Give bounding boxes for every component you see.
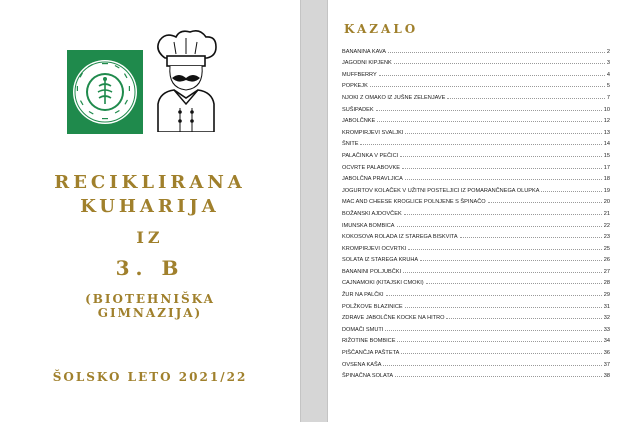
toc-entry-page: 22 bbox=[603, 222, 610, 229]
toc-dot-leader bbox=[397, 341, 601, 342]
toc-dot-leader bbox=[405, 133, 601, 134]
toc-entry-page: 19 bbox=[603, 187, 610, 194]
toc-dot-leader bbox=[383, 365, 601, 366]
toc-entry-title: JOGURTOV KOLAČEK V UŽITNI POSTELJICI IZ POMARANČNEGA OLUPKA bbox=[342, 187, 540, 194]
toc-dot-leader bbox=[446, 318, 601, 319]
toc-dot-leader bbox=[388, 52, 605, 53]
toc-entry-page: 33 bbox=[603, 326, 610, 333]
toc-entry[interactable] bbox=[342, 78, 610, 90]
toc-dot-leader bbox=[400, 156, 602, 157]
toc-entry-title: MAC AND CHEESE KROGLICE POLNJENE S ŠPINAČO bbox=[342, 199, 486, 206]
toc-entry-title: PIŠČANČJA PAŠTETA bbox=[342, 350, 400, 357]
toc-dot-leader bbox=[376, 110, 602, 111]
page-gutter bbox=[300, 0, 328, 422]
toc-entry[interactable] bbox=[342, 43, 610, 55]
toc-entry-page: 12 bbox=[603, 118, 610, 125]
toc-entry-page: 26 bbox=[603, 257, 610, 264]
toc-entry-title: KROMPIRJEVI OCVRTKI bbox=[342, 245, 407, 252]
cover-page bbox=[0, 0, 300, 422]
toc-dot-leader bbox=[386, 295, 602, 296]
toc-entry[interactable] bbox=[342, 89, 610, 101]
toc-entry-title: JABOLČNKE bbox=[342, 118, 376, 125]
toc-entry[interactable] bbox=[342, 275, 610, 287]
toc-entry-title: BANANINI POLJUBČKI bbox=[342, 268, 402, 275]
toc-dot-leader bbox=[397, 226, 602, 227]
toc-entry-page: 15 bbox=[603, 152, 610, 159]
toc-dot-leader bbox=[360, 144, 601, 145]
toc-dot-leader bbox=[403, 272, 602, 273]
toc-entry-page: 32 bbox=[603, 315, 610, 322]
school-seal-icon bbox=[71, 58, 139, 126]
toc-entry-page: 10 bbox=[603, 106, 610, 113]
subtitle-line-2: GIMNAZIJA) bbox=[97, 306, 203, 320]
toc-entry-page: 17 bbox=[603, 164, 610, 171]
toc-entry-page: 37 bbox=[603, 361, 610, 368]
toc-entry-page: 28 bbox=[603, 280, 610, 287]
toc-entry-title: KOKOSOVA ROLADA IZ STAREGA BISKVITA bbox=[342, 234, 458, 241]
toc-entry-page: 34 bbox=[603, 338, 610, 345]
toc-entry-title: POPKEJK bbox=[342, 83, 368, 90]
toc-entry[interactable] bbox=[342, 205, 610, 217]
toc-entry-page: 13 bbox=[603, 129, 610, 136]
toc-entry[interactable] bbox=[342, 310, 610, 322]
toc-dot-leader bbox=[404, 214, 602, 215]
toc-entry-page: 29 bbox=[603, 292, 610, 299]
subtitle-line-1: (BIOTEHNIŠKA bbox=[85, 292, 215, 306]
toc-entry[interactable] bbox=[342, 55, 610, 67]
toc-page bbox=[328, 0, 640, 422]
toc-entry-page: 7 bbox=[606, 94, 610, 101]
school-year: ŠOLSKO LETO 2021/22 bbox=[52, 370, 248, 384]
toc-dot-leader bbox=[379, 75, 605, 76]
toc-entry[interactable] bbox=[342, 286, 610, 298]
title-line-2: KUHARIJA bbox=[80, 196, 220, 217]
toc-dot-leader bbox=[405, 179, 602, 180]
toc-entry[interactable] bbox=[342, 240, 610, 252]
toc-entry-title: CAJNAMOKI (KITAJSKI CMOKI) bbox=[342, 280, 424, 287]
toc-entry[interactable] bbox=[342, 159, 610, 171]
toc-entry-title: NJOKI Z OMAKO IZ JUŠNE ZELENJAVE bbox=[342, 94, 446, 101]
toc-entry[interactable] bbox=[342, 136, 610, 148]
toc-heading: KAZALO bbox=[344, 22, 419, 36]
toc-entry-title: DOMAČI SMUTI bbox=[342, 326, 384, 333]
toc-dot-leader bbox=[394, 63, 605, 64]
toc-entry[interactable] bbox=[342, 147, 610, 159]
toc-dot-leader bbox=[395, 376, 602, 377]
school-logo bbox=[67, 50, 143, 134]
toc-entry-page: 20 bbox=[603, 199, 610, 206]
toc-dot-leader bbox=[420, 260, 602, 261]
toc-entry-title: PALAČINKA V PEČICI bbox=[342, 152, 399, 159]
toc-entry-page: 14 bbox=[603, 141, 610, 148]
toc-dot-leader bbox=[488, 202, 602, 203]
toc-dot-leader bbox=[447, 98, 604, 99]
toc-entry[interactable] bbox=[342, 113, 610, 125]
toc-entry[interactable] bbox=[342, 252, 610, 264]
toc-dot-leader bbox=[402, 168, 602, 169]
toc-dot-leader bbox=[460, 237, 602, 238]
toc-entry-page: 27 bbox=[603, 268, 610, 275]
toc-dot-leader bbox=[408, 249, 602, 250]
toc-entry-title: JABOLČNA PRAVLJICA bbox=[342, 176, 403, 183]
toc-entry-page: 4 bbox=[606, 71, 610, 78]
toc-entry[interactable] bbox=[342, 217, 610, 229]
title-line-1: RECIKLIRANA bbox=[54, 172, 246, 193]
toc-entry-page: 3 bbox=[606, 60, 610, 67]
toc-entry[interactable] bbox=[342, 194, 610, 206]
toc-entry[interactable] bbox=[342, 182, 610, 194]
toc-entry-title: JAGODNI KIPJENK bbox=[342, 60, 392, 67]
title-line-3: IZ bbox=[136, 228, 164, 247]
toc-entry-title: POLŽKOVE BLAZINICE bbox=[342, 303, 403, 310]
toc-entry-page: 5 bbox=[606, 83, 610, 90]
toc-entry-page: 23 bbox=[603, 234, 610, 241]
toc-entry-title: SUŠIPADEK bbox=[342, 106, 374, 113]
toc-entry[interactable] bbox=[342, 333, 610, 345]
toc-dot-leader bbox=[426, 283, 602, 284]
toc-entry[interactable] bbox=[342, 298, 610, 310]
toc-entry[interactable] bbox=[342, 344, 610, 356]
toc-entry[interactable] bbox=[342, 124, 610, 136]
toc-entry[interactable] bbox=[342, 321, 610, 333]
toc-list bbox=[342, 43, 610, 379]
toc-dot-leader bbox=[370, 86, 605, 87]
toc-dot-leader bbox=[541, 191, 601, 192]
toc-entry-page: 18 bbox=[603, 176, 610, 183]
toc-entry-page: 36 bbox=[603, 350, 610, 357]
class-label: 3. B bbox=[115, 256, 185, 280]
toc-entry-page: 25 bbox=[603, 245, 610, 252]
toc-entry-title: OCVRTE PALABOVKE bbox=[342, 164, 400, 171]
toc-entry-page: 2 bbox=[606, 48, 610, 55]
toc-dot-leader bbox=[385, 330, 601, 331]
toc-entry-title: BANANINA KAVA bbox=[342, 48, 386, 55]
toc-entry-title: KROMPIRJEVI SVALJKI bbox=[342, 129, 404, 136]
chef-illustration bbox=[150, 28, 220, 132]
toc-entry[interactable] bbox=[342, 101, 610, 113]
toc-entry[interactable] bbox=[342, 356, 610, 368]
toc-entry[interactable] bbox=[342, 171, 610, 183]
toc-entry-title: SOLATA IZ STAREGA KRUHA bbox=[342, 257, 419, 264]
toc-entry-page: 31 bbox=[603, 303, 610, 310]
toc-dot-leader bbox=[405, 307, 602, 308]
toc-entry-title: ŠNITE bbox=[342, 141, 359, 148]
toc-entry-title: RIŽOTINE BOMBICE bbox=[342, 338, 396, 345]
toc-entry-title: ŠPINAČNA SOLATA bbox=[342, 373, 394, 380]
toc-entry-page: 21 bbox=[603, 210, 610, 217]
toc-entry-title: IMUNSKA BOMBICA bbox=[342, 222, 395, 229]
toc-dot-leader bbox=[401, 353, 601, 354]
toc-entry-title: ZDRAVE JABOLČNE KOCKE NA HITRO bbox=[342, 315, 445, 322]
toc-entry[interactable] bbox=[342, 229, 610, 241]
toc-entry-page: 38 bbox=[603, 373, 610, 380]
toc-entry[interactable] bbox=[342, 66, 610, 78]
toc-entry-title: BOŽANSKI AJDOVČEK bbox=[342, 210, 402, 217]
toc-entry[interactable] bbox=[342, 263, 610, 275]
toc-entry[interactable] bbox=[342, 368, 610, 380]
toc-dot-leader bbox=[377, 121, 602, 122]
toc-entry-title: MUFFBERRY bbox=[342, 71, 377, 78]
toc-entry-title: ŽUR NA PALČKI bbox=[342, 292, 384, 299]
toc-entry-title: OVSENA KAŠA bbox=[342, 361, 382, 368]
